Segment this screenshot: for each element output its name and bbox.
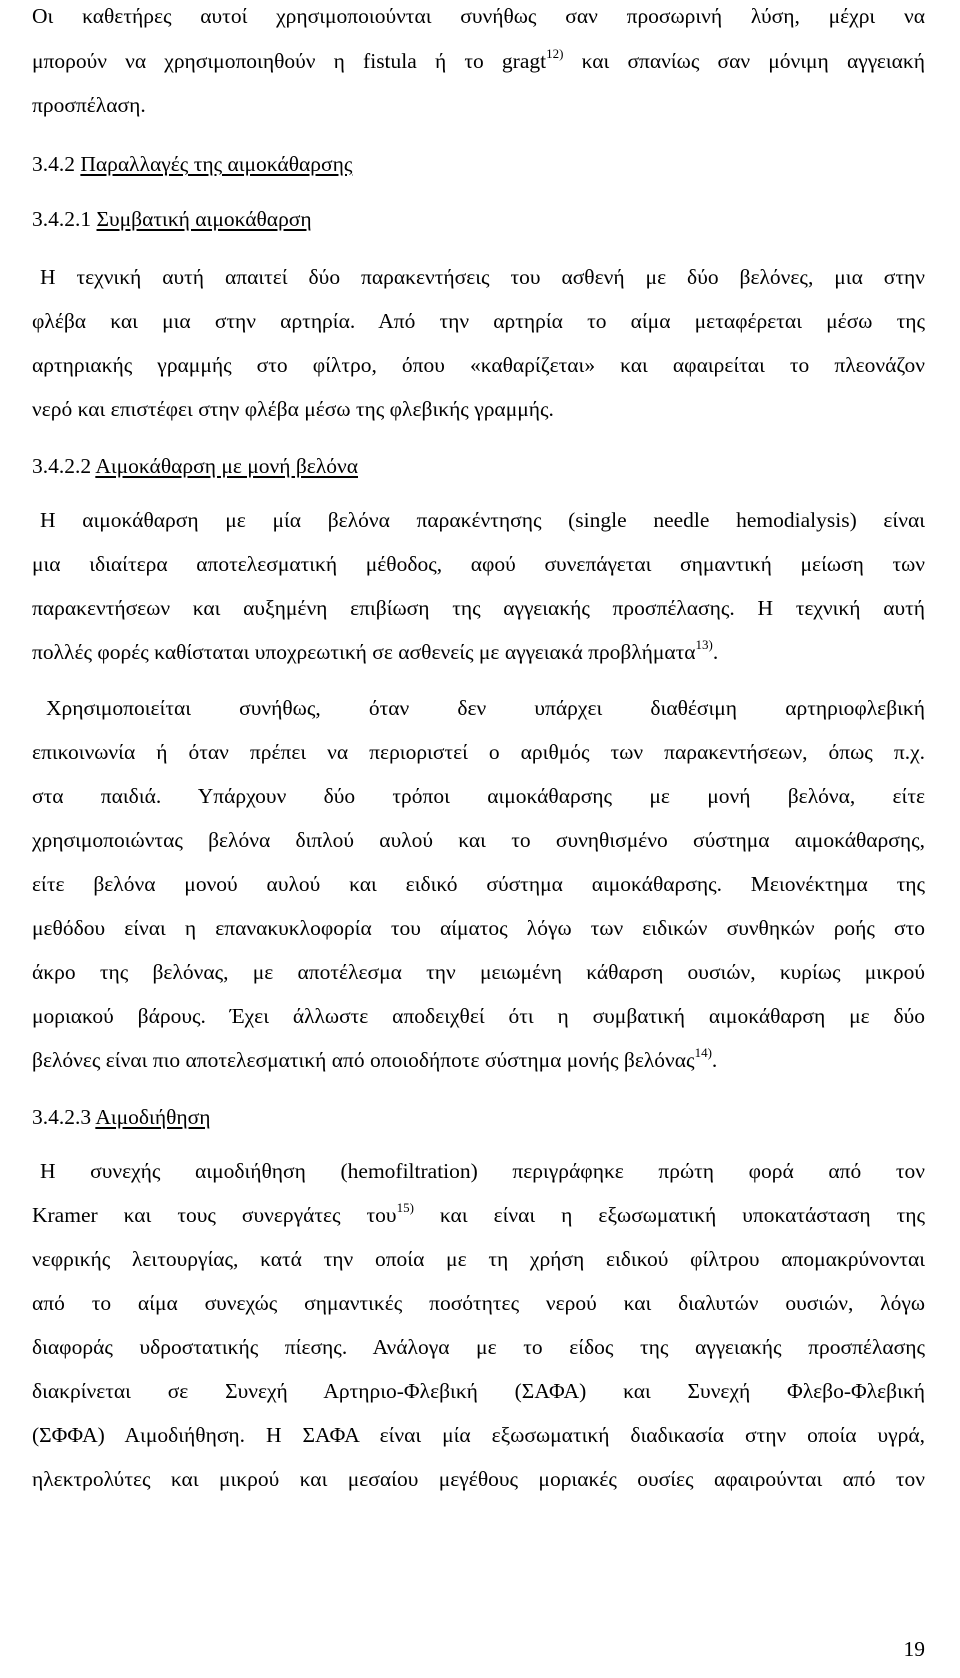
para3-line3: παρακεντήσεων και αυξημένη επιβίωση της αγγειακής προσπέλασης. Η τεχνική αυτή	[32, 596, 925, 620]
para5-line8: ηλεκτρολύτες και μικρού και μεσαίου μεγέθους μοριακές ουσίες αφαιρούνται από τον	[32, 1467, 925, 1491]
footnote-ref-13: 13)	[695, 636, 713, 652]
section-title: Αιμοκάθαρση με μονή βελόνα	[95, 454, 358, 478]
para5-line5: διαφοράς υδροστατικής πίεσης. Ανάλογα με το είδος της αγγειακής προσπέλασης	[32, 1335, 925, 1359]
para4-line4: χρησιμοποιώντας βελόνα διπλού αυλού και το συνηθισμένο σύστημα αιμοκάθαρσης,	[32, 828, 925, 852]
para5-line3: νεφρικής λειτουργίας, κατά την οποία με τη χρήση ειδικού φίλτρου απομακρύνονται	[32, 1247, 925, 1271]
para4-line3: στα παιδιά. Υπάρχουν δύο τρόποι αιμοκάθαρσης με μονή βελόνα, είτε	[32, 784, 925, 808]
para1-line2-text-a: μπορούν να χρησιμοποιηθούν η fistula ή το gragt	[32, 49, 547, 73]
section-heading-3-4-2-2	[32, 451, 925, 481]
para4-line2: επικοινωνία ή όταν πρέπει να περιοριστεί ο αριθμός των παρακεντήσεων, όπως π.χ.	[32, 740, 925, 764]
para4-line6: μεθόδου είναι η επανακυκλοφορία του αίματος λόγω των ειδικών συνθηκών ροής στο	[32, 916, 925, 940]
para4-line8: μοριακού βάρους. Έχει άλλωστε αποδειχθεί ότι η συμβατική αιμοκάθαρση με δύο	[32, 1004, 925, 1028]
section-heading-3-4-2	[32, 149, 925, 179]
para5-line2-text-a: Kramer και τους συνεργάτες του	[32, 1203, 397, 1227]
para3-line4-text-a: πολλές φορές καθίσταται υποχρεωτική σε ασθενείς με αγγειακά προβλήματα	[32, 640, 696, 664]
para2-line2: φλέβα και μια στην αρτηρία. Από την αρτηρία το αίμα μεταφέρεται μέσω της	[32, 309, 925, 333]
para4-line9	[32, 1045, 925, 1075]
para3-line4	[32, 637, 925, 667]
para4-line9-text-b: .	[711, 1048, 718, 1072]
page-number: 19	[903, 1637, 925, 1661]
para2-line1: Η τεχνική αυτή απαιτεί δύο παρακεντήσεις του ασθενή με δύο βελόνες, μια στην	[40, 265, 925, 289]
footnote-ref-12: 12)	[546, 45, 564, 61]
para3-line1: Η αιμοκάθαρση με μία βελόνα παρακέντησης (single needle hemodialysis) είναι	[40, 508, 925, 532]
para3-line4-text-b: .	[712, 640, 719, 664]
section-number: 3.4.2.1	[32, 207, 97, 231]
section-number: 3.4.2	[32, 152, 81, 176]
para4-line9-text-a: βελόνες είναι πιο αποτελεσματική από οποιοδήποτε σύστημα μονής βελόνας	[32, 1048, 695, 1072]
section-title: Αιμοδιήθηση	[95, 1105, 211, 1129]
para4-line1: Χρησιμοποιείται συνήθως, όταν δεν υπάρχει διαθέσιμη αρτηριοφλεβική	[46, 696, 925, 720]
para1-line2	[32, 46, 925, 76]
para3-line2: μια ιδιαίτερα αποτελεσματική μέθοδος, αφού συνεπάγεται σημαντική μείωση των	[32, 552, 925, 576]
section-number: 3.4.2.2	[32, 454, 96, 478]
para5-line6: διακρίνεται σε Συνεχή Αρτηριο-Φλεβική (ΣΑΦΑ) και Συνεχή Φλεβο-Φλεβική	[32, 1379, 925, 1403]
para5-line1: Η συνεχής αιμοδιήθηση (hemofiltration) περιγράφηκε πρώτη φορά από τον	[40, 1159, 925, 1183]
para2-line4: νερό και επιστέφει στην φλέβα μέσω της φλεβικής γραμμής.	[32, 397, 554, 421]
section-title: Παραλλαγές της αιμοκάθαρσης	[80, 152, 353, 176]
section-number: 3.4.2.3	[32, 1105, 96, 1129]
footnote-ref-15: 15)	[396, 1199, 414, 1215]
para5-line4: από το αίμα συνεχώς σημαντικές ποσότητες νερού και διαλυτών ουσιών, λόγω	[32, 1291, 925, 1315]
para5-line2-text-b: και είναι η εξωσωματική υποκατάσταση της	[413, 1203, 926, 1227]
para5-line2	[32, 1200, 925, 1230]
para5-line7: (ΣΦΦΑ) Αιμοδιήθηση. Η ΣΑΦΑ είναι μία εξωσωματική διαδικασία στην οποία υγρά,	[32, 1423, 925, 1447]
para4-line7: άκρο της βελόνας, με αποτέλεσμα την μειωμένη κάθαρση ουσιών, κυρίως μικρού	[32, 960, 925, 984]
section-heading-3-4-2-3	[32, 1102, 925, 1132]
section-heading-3-4-2-1	[32, 204, 925, 234]
para2-line3: αρτηριακής γραμμής στο φίλτρο, όπου «καθαρίζεται» και αφαιρείται το πλεονάζον	[32, 353, 925, 377]
para1-line3: προσπέλαση.	[32, 93, 146, 117]
footnote-ref-14: 14)	[694, 1044, 712, 1060]
para1-line2-text-b: και σπανίως σαν μόνιμη αγγειακή	[563, 49, 925, 73]
para1-line1: Οι καθετήρες αυτοί χρησιμοποιούνται συνήθως σαν προσωρινή λύση, μέχρι να	[32, 4, 925, 28]
para4-line5: είτε βελόνα μονού αυλού και ειδικό σύστημα αιμοκάθαρσης. Μειονέκτημα της	[32, 872, 925, 896]
section-title: Συμβατική αιμοκάθαρση	[96, 207, 312, 231]
